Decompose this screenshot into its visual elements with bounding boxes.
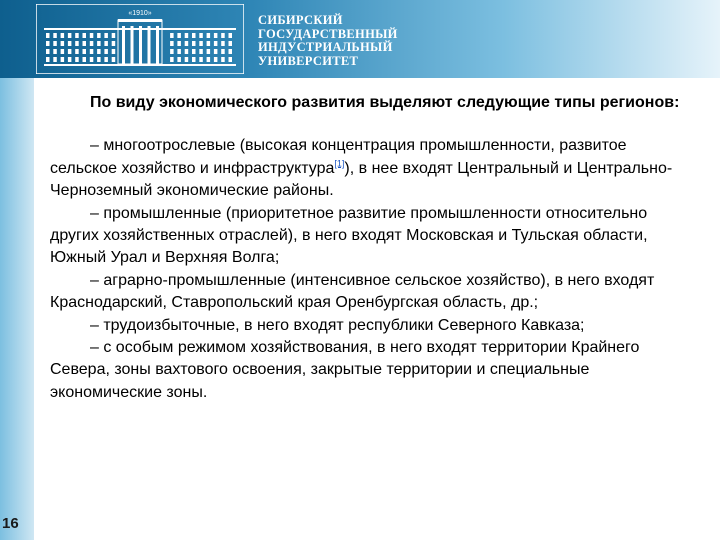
building-window	[90, 49, 94, 54]
header-banner	[0, 0, 720, 78]
building-window	[83, 57, 87, 62]
building-window	[61, 33, 65, 38]
building-column	[122, 26, 125, 64]
left-accent-bar	[0, 78, 34, 540]
building-window	[192, 49, 196, 54]
building-window	[68, 41, 72, 46]
building-window	[68, 49, 72, 54]
building-window	[185, 57, 189, 62]
building-window	[170, 57, 174, 62]
list-item-industrial: – промышленные (приоритетное развитие промышленности относительно других хозяйственных отраслей), в него входят Московская и Тульская области, Южный Урал и Верхняя Волга;	[50, 204, 648, 267]
building-window	[229, 41, 233, 46]
building-window	[207, 41, 211, 46]
building-window	[221, 57, 225, 62]
building-window	[185, 41, 189, 46]
building-window	[53, 33, 57, 38]
building-window	[170, 49, 174, 54]
building-window	[75, 57, 79, 62]
building-window	[177, 33, 181, 38]
building-window	[97, 33, 101, 38]
building-window	[170, 41, 174, 46]
building-window	[214, 57, 218, 62]
building-window	[46, 49, 50, 54]
building-window	[177, 49, 181, 54]
slide-heading: По виду экономического развития выделяют следующие типы регионов:	[90, 94, 680, 111]
building-window	[61, 41, 65, 46]
building-window	[221, 49, 225, 54]
building-window	[199, 41, 203, 46]
building-window	[177, 57, 181, 62]
university-name	[258, 14, 398, 68]
building-column	[139, 26, 142, 64]
list-item-multi-sector	[50, 135, 680, 202]
building-window	[53, 49, 57, 54]
list-item-agro-industrial: – аграрно-промышленные (интенсивное сельское хозяйство), в него входят Краснодарский, Ставропольский края Оренбургская область, др.;	[50, 271, 655, 312]
building-window	[185, 49, 189, 54]
item-text: ), в нее входят Центральный и Центрально-Черноземный экономические районы.	[50, 159, 673, 200]
building-window	[75, 41, 79, 46]
building-window	[68, 57, 72, 62]
building-window	[97, 41, 101, 46]
building-window	[104, 57, 108, 62]
building-window	[112, 41, 116, 46]
building-window	[90, 41, 94, 46]
building-window	[75, 33, 79, 38]
building-window	[83, 41, 87, 46]
list-item-special-regime: – с особым режимом хозяйствования, в него входят территории Крайнего Севера, зоны вахтового освоения, закрытые территории и специальные экономические зоны.	[50, 339, 640, 401]
building-window	[46, 57, 50, 62]
university-name-line: СИБИРСКИЙ	[258, 13, 343, 27]
building-window	[112, 57, 116, 62]
university-name-line: ГОСУДАРСТВЕННЫЙ	[258, 26, 398, 41]
building-window	[46, 41, 50, 46]
building-window	[104, 49, 108, 54]
building-window	[46, 33, 50, 38]
building-window	[83, 49, 87, 54]
building-window	[214, 49, 218, 54]
building-window	[61, 49, 65, 54]
university-name-line: УНИВЕРСИТЕТ	[258, 53, 359, 68]
building-window	[112, 49, 116, 54]
building-column	[156, 26, 159, 64]
building-window	[90, 33, 94, 38]
building-window	[104, 41, 108, 46]
university-name-line: ИНДУСТРИАЛЬНЫЙ	[258, 40, 393, 54]
building-window	[185, 33, 189, 38]
building-window	[199, 33, 203, 38]
building-window	[207, 57, 211, 62]
building-window	[97, 57, 101, 62]
building-window	[214, 33, 218, 38]
building-window	[207, 49, 211, 54]
building-window	[90, 57, 94, 62]
building-window	[192, 41, 196, 46]
building-column	[148, 26, 151, 64]
building-column	[131, 26, 134, 64]
building-window	[192, 33, 196, 38]
building-window	[214, 41, 218, 46]
item-text: – многоотрослевые (высокая концентрация промышленности, развитое сельское хозяйство и инфраструктура	[50, 137, 627, 177]
building-window	[53, 57, 57, 62]
building-window	[229, 57, 233, 62]
building-window	[192, 57, 196, 62]
building-window	[207, 33, 211, 38]
building-window	[221, 41, 225, 46]
building-window	[61, 57, 65, 62]
building-window	[170, 33, 174, 38]
building-window	[104, 33, 108, 38]
building-window	[221, 33, 225, 38]
building-window	[199, 49, 203, 54]
footnote-link[interactable]: [1]	[334, 158, 345, 169]
building-window	[53, 41, 57, 46]
building-window	[75, 49, 79, 54]
building-window	[199, 57, 203, 62]
building-window	[83, 33, 87, 38]
logo-year: «1910»	[128, 10, 152, 17]
building-window	[229, 33, 233, 38]
building-window	[68, 33, 72, 38]
university-building-logo	[36, 4, 244, 74]
building-window	[112, 33, 116, 38]
building-window	[177, 41, 181, 46]
building-window	[97, 49, 101, 54]
building-window	[229, 49, 233, 54]
page-number: 16	[2, 515, 19, 532]
slide-body	[50, 92, 680, 404]
list-item-labor-surplus: – трудоизбыточные, в него входят республики Северного Кавказа;	[90, 316, 585, 334]
